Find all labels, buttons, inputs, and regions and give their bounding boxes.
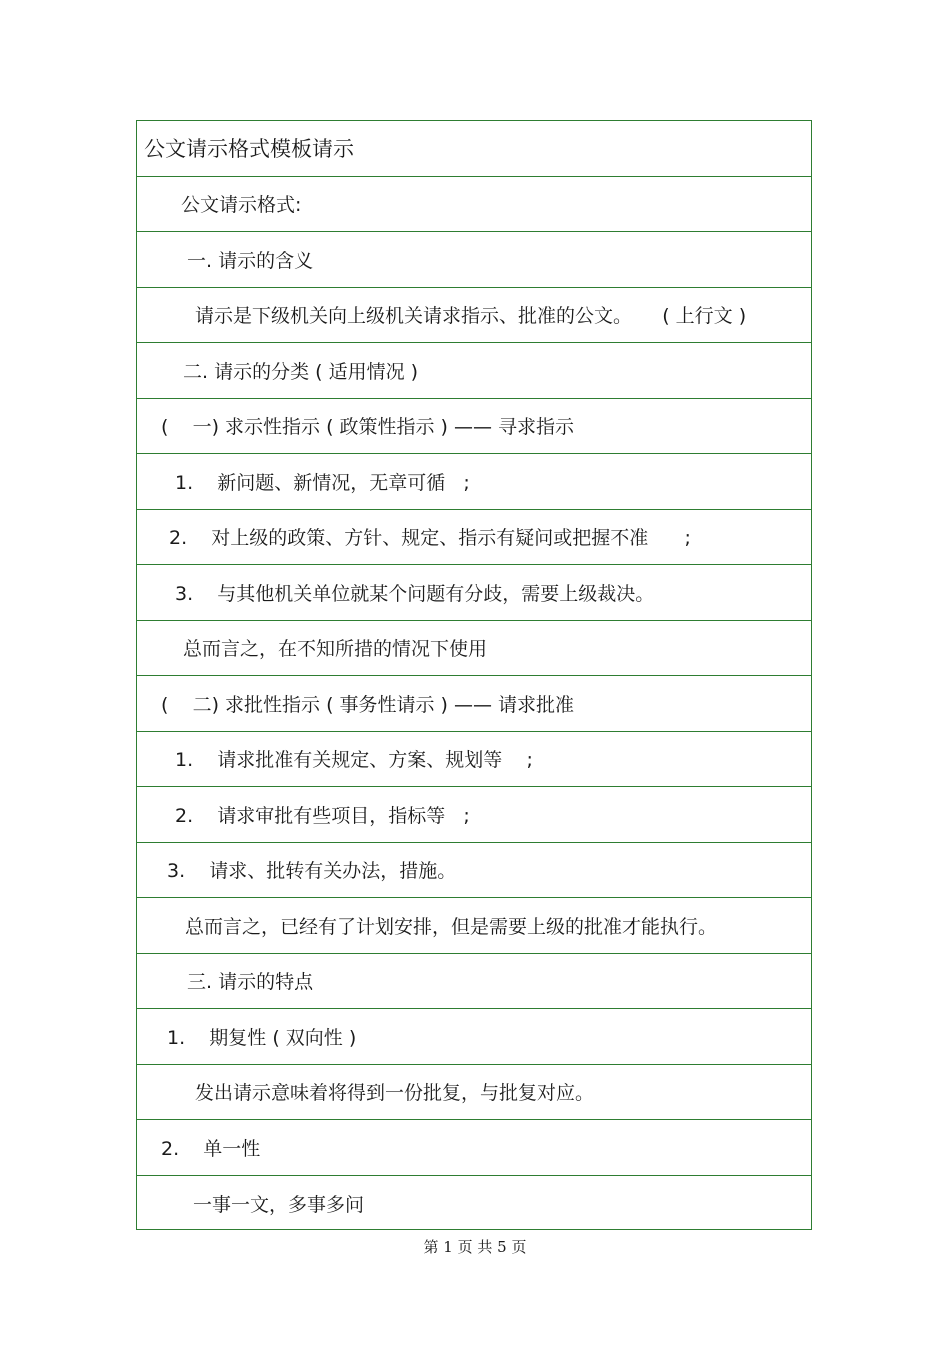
- table-row: ( 二) 求批性指示 ( 事务性请示 ) —— 请求批准: [137, 676, 811, 732]
- page-number-footer: 第 1 页 共 5 页: [423, 1238, 527, 1256]
- table-row: 总而言之，在不知所措的情况下使用: [137, 621, 811, 677]
- table-row: 发出请示意味着将得到一份批复，与批复对应。: [137, 1065, 811, 1121]
- table-row: 3. 与其他机关单位就某个问题有分歧，需要上级裁决。: [137, 565, 811, 621]
- table-row: 1. 期复性 ( 双向性 ): [137, 1009, 811, 1065]
- table-row: 1. 请求批准有关规定、方案、规划等 ;: [137, 732, 811, 788]
- table-row: 二. 请示的分类 ( 适用情况 ): [137, 343, 811, 399]
- table-row: 一. 请示的含义: [137, 232, 811, 288]
- document-title: 公文请示格式模板请示: [137, 121, 811, 177]
- table-row: 2. 请求审批有些项目，指标等 ;: [137, 787, 811, 843]
- table-row: 请示是下级机关向上级机关请求指示、批准的公文。 ( 上行文 ): [137, 288, 811, 344]
- table-row: 1. 新问题、新情况，无章可循 ;: [137, 454, 811, 510]
- table-row: 三. 请示的特点: [137, 954, 811, 1010]
- table-row: 一事一文，多事多问: [193, 1193, 365, 1216]
- table-row: ( 一) 求示性指示 ( 政策性指示 ) —— 寻求指示: [137, 399, 811, 455]
- table-row: 2. 单一性: [137, 1120, 811, 1176]
- table-row: 3. 请求、批转有关办法，措施。: [137, 843, 811, 899]
- table-row: 公文请示格式:: [137, 177, 811, 233]
- table-row: 2. 对上级的政策、方针、规定、指示有疑问或把握不准 ;: [137, 510, 811, 566]
- table-row: 总而言之，已经有了计划安排，但是需要上级的批准才能执行。: [137, 898, 811, 954]
- document-table: [136, 120, 812, 1230]
